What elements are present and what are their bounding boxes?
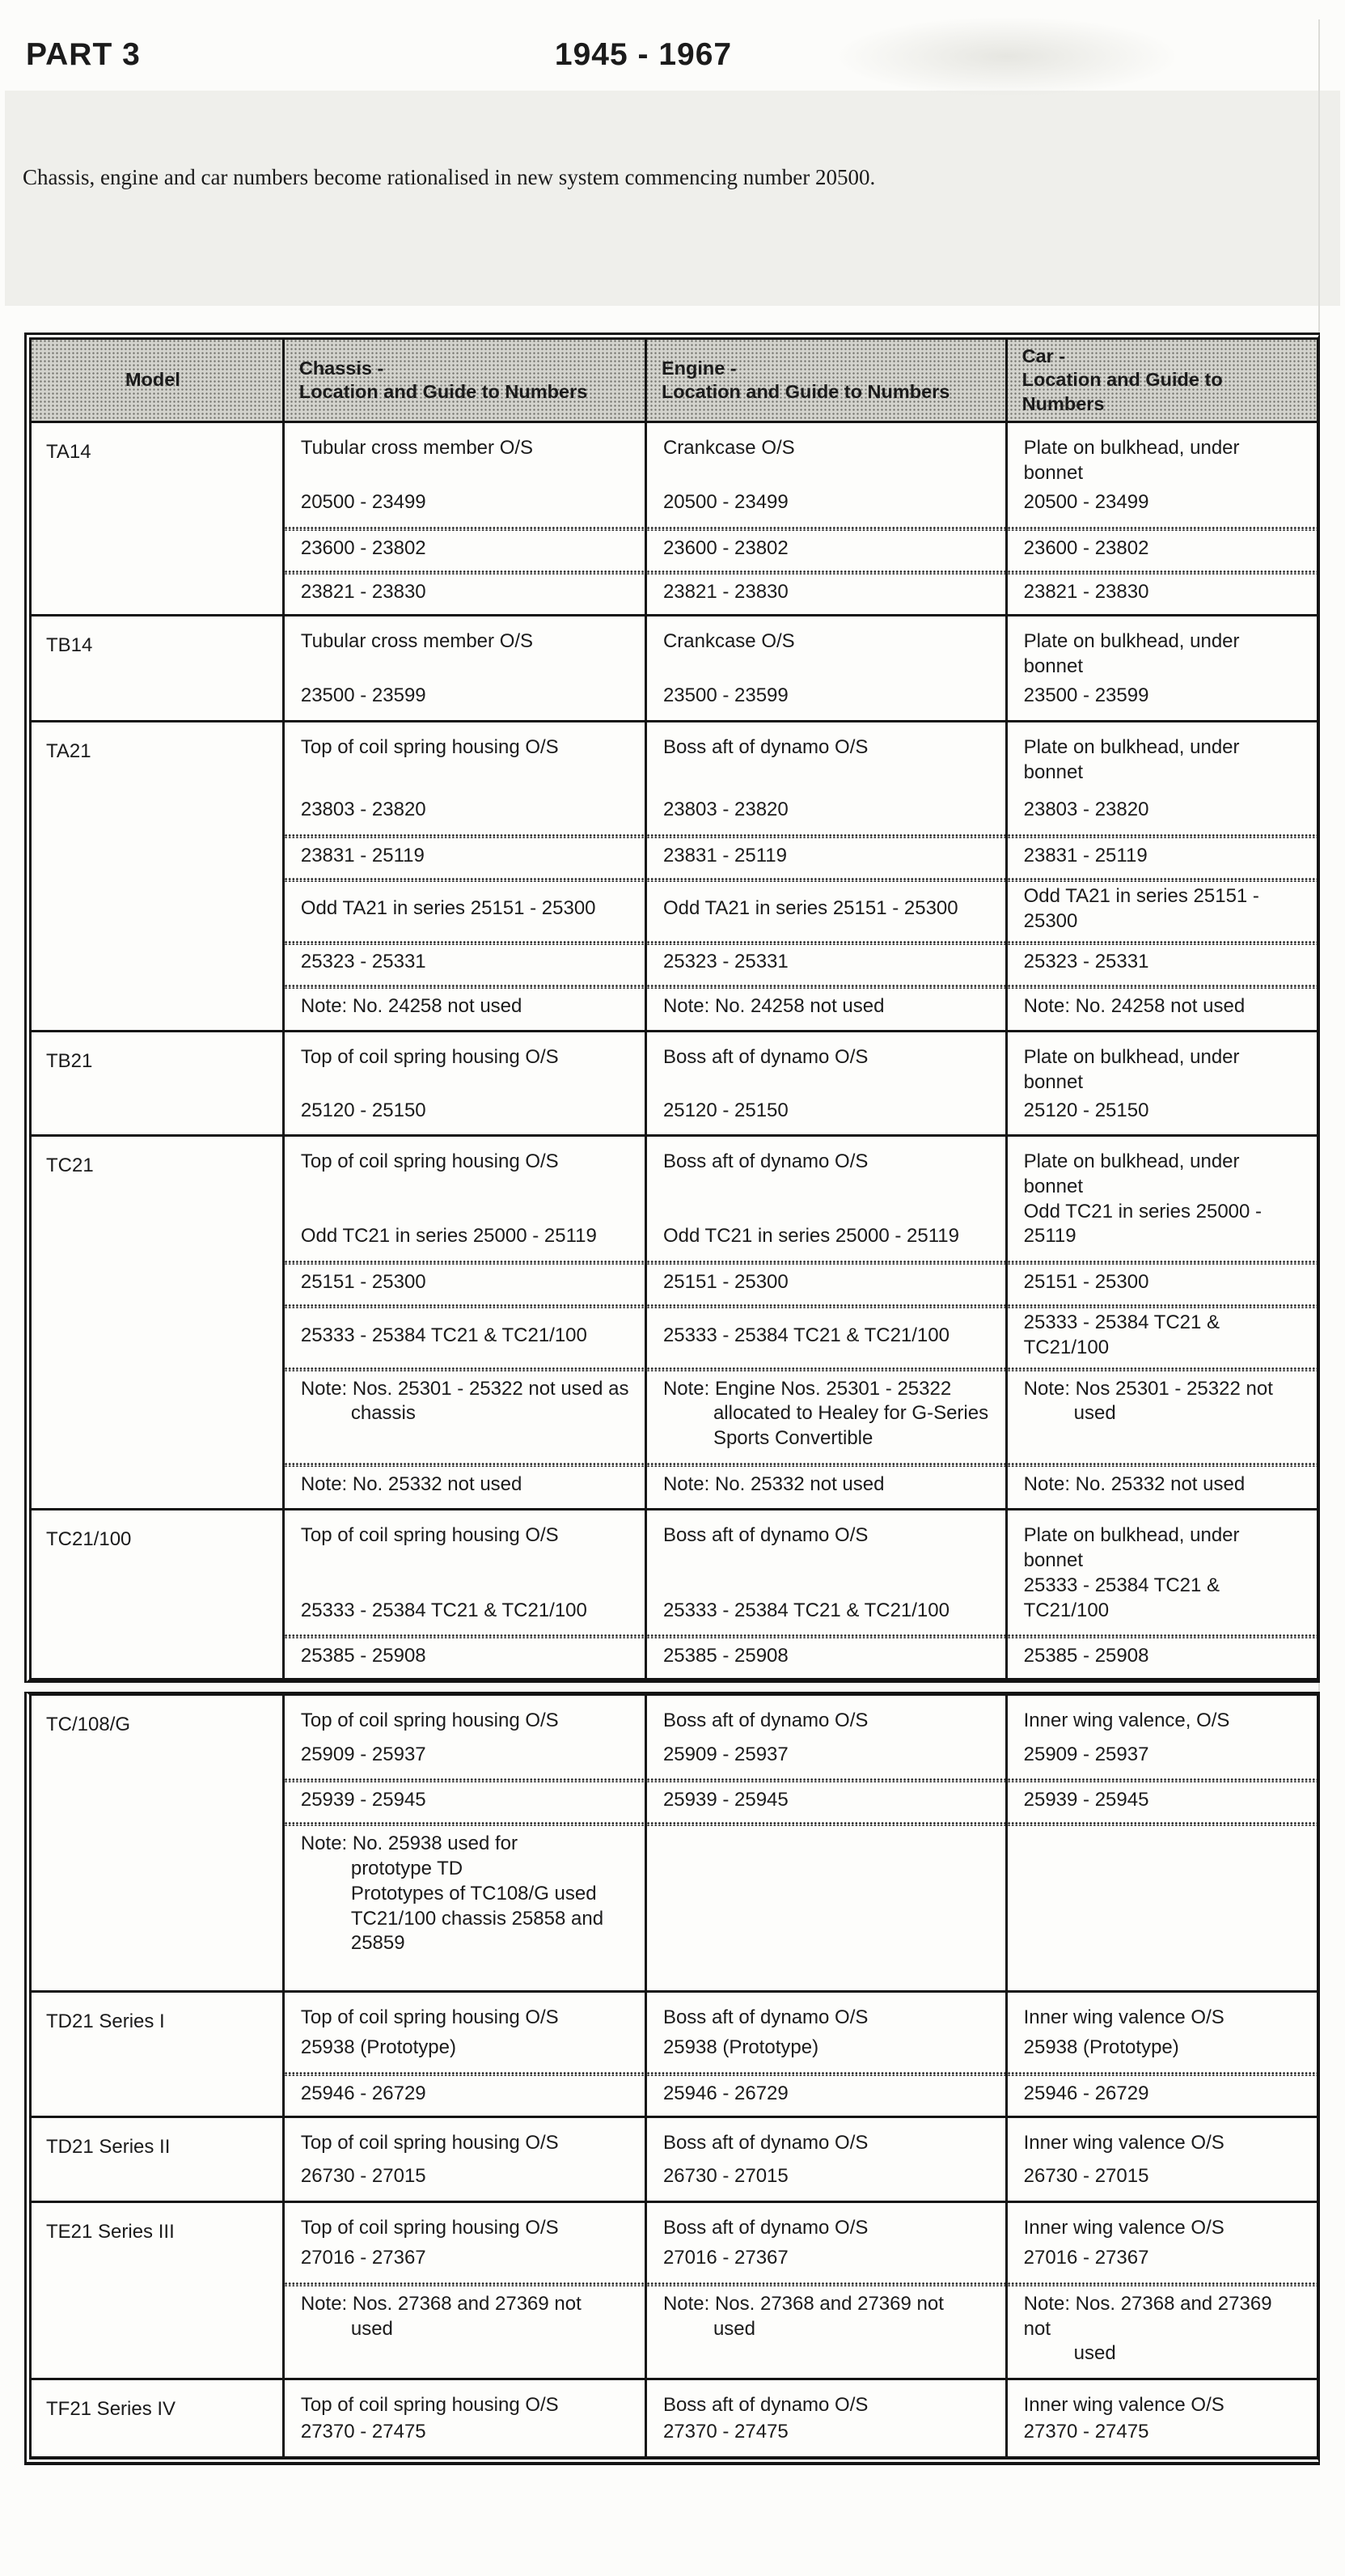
note-text: Note: No. 24258 not used [1023,994,1246,1017]
location-text: Crankcase O/S [662,437,795,460]
engine-cell [645,1137,1005,1260]
note-text: 25859 [350,1932,405,1955]
number-range: 27016 - 27367 [300,2247,426,2269]
number-range: 25939 - 25945 [300,1788,426,1811]
number-range: Odd TA21 in series 25151 - 25300 [1023,885,1259,932]
chassis-cell [282,616,645,720]
number-range: 23831 - 25119 [1023,844,1148,866]
chassis-cell [282,423,645,527]
model-name: TA14 [46,441,91,464]
engine-cell [645,722,1005,834]
column-header-engine [645,340,1005,421]
location-text: Crankcase O/S [662,630,795,653]
engine-cell [645,1367,1005,1463]
column-header-car [1005,340,1317,421]
location-text: Inner wing valence O/S [1023,2216,1224,2239]
note-text: Note: Nos 25301 - 25322 not [1023,1377,1273,1400]
location-text: Inner wing valence O/S [1023,2394,1224,2417]
number-range: 23821 - 23830 [1023,580,1149,603]
chassis-cell [282,1634,645,1678]
table-row [32,2116,1317,2201]
note-text: used [1073,2342,1116,2365]
table-row [32,720,1317,1030]
car-cell [1005,1463,1317,1509]
engine-cell [645,1463,1005,1509]
note-text: allocated to Healey for G-Series [713,1402,989,1425]
model-name: TA21 [46,740,91,763]
chassis-cell [282,1510,645,1634]
model-name: TD21 Series II [46,2135,171,2158]
note-text: Note: Engine Nos. 25301 - 25322 [662,1377,952,1400]
number-range: 25939 - 25945 [662,1788,789,1811]
column-subtitle: Location and Guide to Numbers [661,381,950,403]
number-range: 23821 - 23830 [300,580,426,603]
chassis-cell [282,527,645,570]
location-text: Boss aft of dynamo O/S [662,1710,869,1732]
numbers-table-lower [24,1692,1320,2465]
car-cell [1005,985,1317,1031]
chassis-cell [282,2118,645,2201]
number-range: 25151 - 25300 [300,1270,426,1293]
car-cell [1005,1260,1317,1304]
number-range: 25120 - 25150 [662,1099,789,1121]
car-cell [1005,1304,1317,1366]
note-text: Note: No. 24258 not used [300,994,522,1017]
engine-cell [645,1304,1005,1366]
model-name: TF21 Series IV [46,2398,176,2421]
number-range: Odd TC21 in series 25000 - 25119 [300,1225,597,1248]
model-name: TB14 [46,634,93,657]
chassis-cell [282,570,645,614]
column-header-chassis [282,340,645,421]
location-text: Top of coil spring housing O/S [300,2394,559,2417]
engine-cell [645,616,1005,720]
number-range: 25938 (Prototype) [300,2036,456,2059]
note-text: prototype TD [350,1858,463,1880]
number-range: 25333 - 25384 TC21 & TC21/100 [300,1599,587,1621]
chassis-cell [282,2203,645,2282]
number-range: 25909 - 25937 [1023,1743,1149,1765]
number-range: 25939 - 25945 [1023,1788,1149,1811]
number-range: 27016 - 27367 [1023,2247,1149,2269]
chassis-cell [282,2380,645,2456]
number-range: Odd TC21 in series 25000 - 25119 [1023,1200,1263,1248]
chassis-cell [282,941,645,985]
number-range: 23500 - 23599 [1023,684,1149,707]
intro-text: Chassis, engine and car numbers become rationalised in new system commencing number 20500. [23,165,876,189]
note-text: Note: Nos. 27368 and 27369 not [1023,2292,1272,2340]
number-range: 25385 - 25908 [300,1644,426,1667]
number-range: 27370 - 27475 [662,2421,789,2443]
number-range: 20500 - 23499 [300,491,426,514]
number-range: 25385 - 25908 [1023,1644,1149,1667]
car-cell [1005,2203,1317,2282]
car-cell [1005,1993,1317,2072]
column-subtitle: Location and Guide to Numbers [1021,369,1223,414]
number-range: 27370 - 27475 [300,2421,426,2443]
engine-cell [645,941,1005,985]
engine-cell [645,1634,1005,1678]
location-text: Tubular cross member O/S [300,630,534,653]
note-text: Note: Nos. 27368 and 27369 not [300,2292,582,2315]
location-text: Top of coil spring housing O/S [300,2131,559,2154]
numbers-table-upper [24,333,1320,1683]
number-range: 23600 - 23802 [300,536,426,559]
location-text: Plate on bulkhead, under bonnet [1023,736,1240,783]
note-text: Note: No. 25332 not used [662,1472,885,1495]
note-text: Note: No. 24258 not used [662,994,885,1017]
note-text: Note: Nos. 27368 and 27369 not [662,2292,944,2315]
number-range: 20500 - 23499 [1023,491,1149,514]
engine-cell [645,527,1005,570]
location-text: Inner wing valence, O/S [1023,1710,1230,1732]
location-text: Inner wing valence O/S [1023,2131,1224,2154]
chassis-cell [282,878,645,940]
model-name: TB21 [46,1050,93,1073]
engine-cell [645,1032,1005,1134]
number-range: 27016 - 27367 [662,2247,789,2269]
number-range: 25151 - 25300 [1023,1270,1149,1293]
number-range: 25946 - 26729 [1023,2082,1149,2104]
car-cell [1005,722,1317,834]
location-text: Boss aft of dynamo O/S [662,736,869,759]
chassis-cell [282,1367,645,1463]
car-cell [1005,2072,1317,2116]
table-row [32,1990,1317,2116]
page-header [24,0,1321,84]
engine-cell [645,1778,1005,1822]
chassis-cell [282,985,645,1031]
location-text: Plate on bulkhead, under bonnet [1023,1150,1240,1197]
engine-cell [645,1822,1005,1990]
car-cell [1005,878,1317,940]
car-cell [1005,2380,1317,2456]
location-text: Top of coil spring housing O/S [300,1524,559,1547]
table-row [32,614,1317,720]
engine-cell [645,2282,1005,2378]
number-range: 25938 (Prototype) [1023,2036,1179,2059]
engine-cell [645,1696,1005,1778]
number-range: 25323 - 25331 [662,951,789,973]
number-range: 25946 - 26729 [662,2082,789,2104]
number-range: 25909 - 25937 [300,1743,426,1765]
engine-cell [645,2118,1005,2201]
number-range: 25909 - 25937 [662,1743,789,1765]
table-row [32,1030,1317,1134]
note-text: Note: Nos. 25301 - 25322 not used as [300,1377,629,1400]
number-range: 23500 - 23599 [662,684,789,707]
number-range: 26730 - 27015 [662,2165,789,2188]
location-text: Boss aft of dynamo O/S [662,1524,869,1547]
chassis-cell [282,1696,645,1778]
car-cell [1005,616,1317,720]
number-range: 23600 - 23802 [662,536,789,559]
table-row [32,1696,1317,1990]
engine-cell [645,1993,1005,2072]
location-text: Plate on bulkhead, under bonnet [1023,1524,1240,1572]
model-name: TC/108/G [46,1714,131,1736]
location-text: Boss aft of dynamo O/S [662,1150,869,1173]
column-title: Engine - [661,357,737,379]
number-range: 25120 - 25150 [300,1099,426,1121]
engine-cell [645,878,1005,940]
number-range: 20500 - 23499 [662,491,789,514]
number-range: 23803 - 23820 [1023,799,1149,821]
model-name: TD21 Series I [46,2010,165,2032]
number-range: 26730 - 27015 [300,2165,426,2188]
column-header-model [32,340,282,421]
number-range: 23831 - 25119 [662,844,787,866]
column-title: Model [125,369,180,391]
location-text: Top of coil spring housing O/S [300,1046,559,1069]
chassis-cell [282,722,645,834]
engine-cell [645,423,1005,527]
location-text: Tubular cross member O/S [300,437,534,460]
chassis-cell [282,1032,645,1134]
number-range: 25151 - 25300 [662,1270,789,1293]
note-text: Sports Convertible [713,1427,873,1450]
table-row [32,1508,1317,1678]
location-text: Top of coil spring housing O/S [300,1710,559,1732]
engine-cell [645,2072,1005,2116]
note-text: TC21/100 chassis 25858 and [350,1907,604,1930]
number-range: 25333 - 25384 TC21 & TC21/100 [662,1599,950,1621]
table-row [32,421,1317,614]
table-row [32,2378,1317,2456]
number-range: Odd TA21 in series 25151 - 25300 [662,897,958,920]
chassis-cell [282,2282,645,2378]
car-cell [1005,1032,1317,1134]
location-text: Boss aft of dynamo O/S [662,2216,869,2239]
car-cell [1005,834,1317,878]
number-range: 25333 - 25384 TC21 & TC21/100 [662,1324,950,1346]
note-text: used [350,2317,393,2340]
location-text: Plate on bulkhead, under bonnet [1023,1046,1240,1093]
car-cell [1005,527,1317,570]
car-cell [1005,2118,1317,2201]
chassis-cell [282,2072,645,2116]
chassis-cell [282,1778,645,1822]
note-text: Note: No. 25332 not used [1023,1472,1246,1495]
location-text: Boss aft of dynamo O/S [662,2006,869,2028]
car-cell [1005,1822,1317,1990]
car-cell [1005,2282,1317,2378]
note-text: used [713,2317,755,2340]
car-cell [1005,1367,1317,1463]
number-range: 23803 - 23820 [300,799,426,821]
number-range: 25333 - 25384 TC21 & TC21/100 [1023,1574,1220,1621]
car-cell [1005,941,1317,985]
car-cell [1005,570,1317,614]
number-range: 25938 (Prototype) [662,2036,819,2059]
note-text: used [1073,1402,1116,1425]
engine-cell [645,2380,1005,2456]
number-range: 23500 - 23599 [300,684,426,707]
number-range: 25385 - 25908 [662,1644,789,1667]
number-range: 23600 - 23802 [1023,536,1149,559]
car-cell [1005,423,1317,527]
location-text: Inner wing valence O/S [1023,2006,1224,2028]
number-range: 27370 - 27475 [1023,2421,1149,2443]
chassis-cell [282,1304,645,1366]
number-range: 25323 - 25331 [300,951,426,973]
chassis-cell [282,1137,645,1260]
car-cell [1005,1137,1317,1260]
car-cell [1005,1634,1317,1678]
column-title: Chassis - [298,357,384,379]
location-text: Boss aft of dynamo O/S [662,2394,869,2417]
engine-cell [645,570,1005,614]
number-range: 25946 - 26729 [300,2082,426,2104]
note-text: Note: No. 25332 not used [300,1472,522,1495]
location-text: Boss aft of dynamo O/S [662,2131,869,2154]
chassis-cell [282,1822,645,1990]
note-text: Note: No. 25938 used for [300,1832,518,1855]
number-range: 26730 - 27015 [1023,2165,1149,2188]
location-text: Plate on bulkhead, under bonnet [1023,630,1240,677]
engine-cell [645,985,1005,1031]
car-cell [1005,1778,1317,1822]
chassis-cell [282,1463,645,1509]
engine-cell [645,1510,1005,1634]
engine-cell [645,834,1005,878]
location-text: Top of coil spring housing O/S [300,1150,559,1173]
number-range: 25120 - 25150 [1023,1099,1149,1121]
number-range: 25323 - 25331 [1023,951,1149,973]
model-name: TC21/100 [46,1528,132,1551]
note-text: Prototypes of TC108/G used [350,1882,597,1904]
part-label: PART 3 [26,37,141,72]
column-title: Car - [1021,345,1066,366]
number-range: 23821 - 23830 [662,580,789,603]
location-text: Plate on bulkhead, under bonnet [1023,437,1240,484]
engine-cell [645,2203,1005,2282]
column-subtitle: Location and Guide to Numbers [298,381,588,403]
car-cell [1005,1510,1317,1634]
number-range: 25333 - 25384 TC21 & TC21/100 [1023,1311,1220,1358]
chassis-cell [282,834,645,878]
location-text: Top of coil spring housing O/S [300,2216,559,2239]
location-text: Top of coil spring housing O/S [300,736,559,759]
chassis-cell [282,1260,645,1304]
date-range-title: 1945 - 1967 [554,37,733,72]
table-row [32,1134,1317,1508]
note-text: chassis [350,1402,416,1425]
number-range: 25333 - 25384 TC21 & TC21/100 [300,1324,587,1346]
chassis-cell [282,1993,645,2072]
number-range: Odd TA21 in series 25151 - 25300 [300,897,596,920]
location-text: Boss aft of dynamo O/S [662,1046,869,1069]
model-name: TC21 [46,1155,94,1177]
location-text: Top of coil spring housing O/S [300,2006,559,2028]
number-range: 23803 - 23820 [662,799,789,821]
engine-cell [645,1260,1005,1304]
car-cell [1005,1696,1317,1778]
number-range: 23831 - 25119 [300,844,425,866]
number-range: Odd TC21 in series 25000 - 25119 [662,1225,959,1248]
table-header-row [32,340,1317,421]
model-name: TE21 Series III [46,2220,175,2243]
table-row [32,2201,1317,2378]
